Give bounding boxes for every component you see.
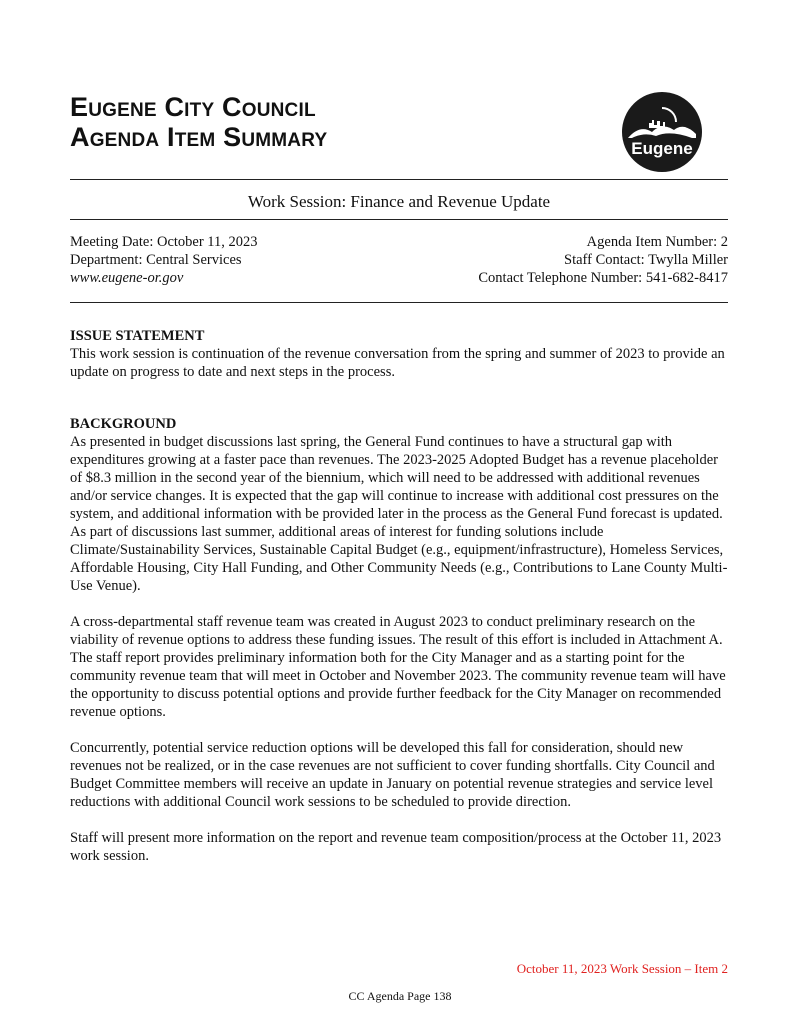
header-rule-top xyxy=(70,179,728,180)
footer-page-number: CC Agenda Page 138 xyxy=(348,989,452,1003)
header-rule-middle xyxy=(70,219,728,220)
meeting-date: Meeting Date: October 11, 2023 xyxy=(70,234,258,250)
meta-right-column xyxy=(478,233,728,287)
title-line-2: Agenda Item Summary xyxy=(70,122,328,152)
session-subtitle: Work Session: Finance and Revenue Update xyxy=(247,192,551,211)
issue-statement-text: This work session is continuation of the revenue conversation from the spring and summer of 2023 to provide an update on progress to date and next steps in the process. xyxy=(70,346,725,380)
logo-wordmark: Eugene xyxy=(631,139,693,158)
document-body xyxy=(70,327,732,865)
background-paragraph-1: As presented in budget discussions last spring, the General Fund continues to have a structural gap with expenditures growing at a faster pace than revenues. The 2023-2025 Adopted Budget has a revenue placeholder of $8.3 million in the second year of the biennium, which will need to be addressed with additional revenues and/or service changes. It is expected that the gap will continue to increase with additional cost pressures on the system, and additional information with be provided later in the process as the General Fund forecast is updated. As part of discussions last summer, additional areas of interest for funding solutions include Climate/Sustainability Services, Sustainable Capital Budget (e.g., equipment/infrastructure), Homeless Services, Affordable Housing, City Hall Funding, and Other Community Needs (e.g., Contributions to Lane County Multi-Use Venue). xyxy=(70,434,728,594)
website-link[interactable]: www.eugene-or.gov xyxy=(70,270,184,286)
title-line-1: Eugene City Council xyxy=(70,92,316,122)
agenda-item-number: Agenda Item Number: 2 xyxy=(586,234,728,250)
eugene-logo-icon xyxy=(622,92,702,172)
department: Department: Central Services xyxy=(70,252,242,268)
header-rule-bottom xyxy=(70,302,728,303)
staff-contact: Staff Contact: Twylla Miller xyxy=(564,252,728,268)
contact-telephone: Contact Telephone Number: 541-682-8417 xyxy=(478,270,728,286)
document-title xyxy=(70,92,327,152)
footer-item-label: October 11, 2023 Work Session – Item 2 xyxy=(516,961,728,976)
background-paragraph-4: Staff will present more information on the report and revenue team composition/process at the October 11, 2023 work session. xyxy=(70,830,722,864)
background-paragraph-2: A cross-departmental staff revenue team was created in August 2023 to conduct preliminary research on the viability of revenue options to address these funding issues. The result of this effort is included in Attachment A. The staff report provides preliminary information both for the City Manager and as a starting point for the community revenue team that will meet in October and November 2023. The community revenue team will have the opportunity to discuss potential options and provide further feedback for the City Manager on recommended revenue options. xyxy=(70,614,726,720)
meta-left-column xyxy=(70,233,258,287)
background-heading: BACKGROUND xyxy=(70,416,177,432)
background-paragraph-3: Concurrently, potential service reduction options will be developed this fall for consideration, should new revenues not be realized, or in the case revenues are not sufficient to cover funding shortfalls. City Council and Budget Committee members will receive an update in January on potential revenue strategies and service level reductions with additional Council work sessions to be scheduled to provide direction. xyxy=(70,740,715,810)
issue-statement-heading: ISSUE STATEMENT xyxy=(70,328,205,344)
